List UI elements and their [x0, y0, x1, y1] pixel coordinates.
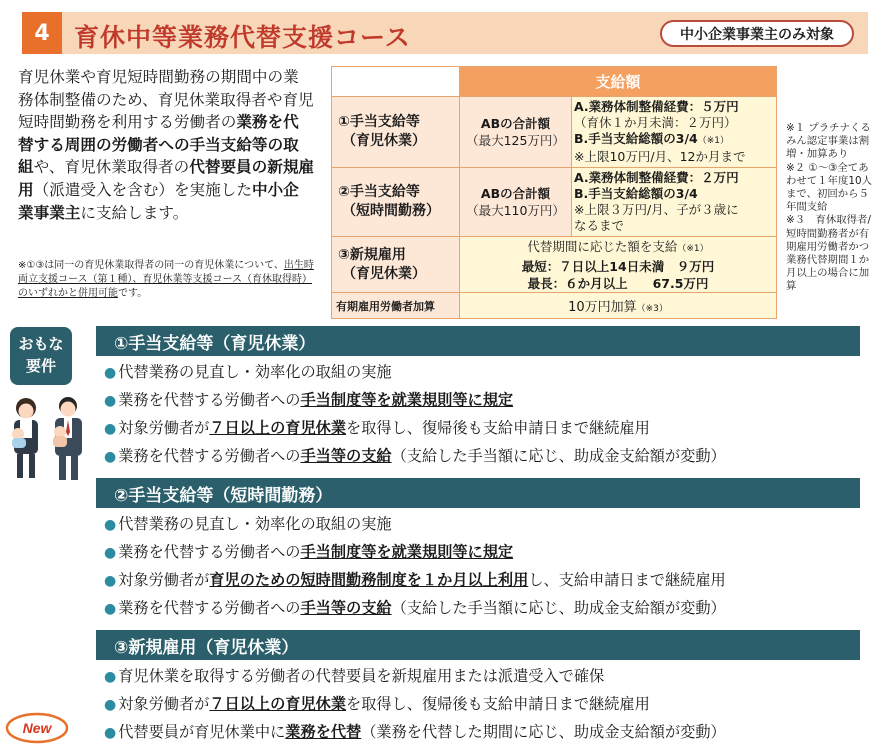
bullet-text: 対象労働者が [118, 695, 210, 713]
side-note: ※３ 育休取得者/短時間勤務者が有期雇用労働者かつ業務代替期間１か月以上の場合に加算 [786, 214, 871, 293]
table-row [332, 168, 777, 237]
bullet-dot-icon: ● [104, 517, 117, 533]
parents-illustration [2, 394, 94, 484]
list-item [104, 666, 604, 687]
note-part: です。 [118, 288, 148, 299]
bullet-dot-icon: ● [104, 449, 117, 465]
mother-figure [12, 398, 38, 478]
list-item [104, 542, 513, 563]
detail-line: 代替期間に応じた額を支給 [527, 238, 678, 254]
amount-table [331, 66, 777, 319]
page-header [22, 12, 868, 54]
bullet-dot-icon: ● [104, 393, 117, 409]
note-underlined: 出生時両立支援コース（第１種）、育児休業等支援コース（育休取得時）のいずれかと併用可能 [18, 260, 314, 299]
list-item [104, 694, 650, 715]
bullet-text: 代替業務の見直し・効率化の取組の実施 [118, 363, 392, 381]
detail-a-sub: （育休１か月未満：２万円） [574, 115, 737, 130]
detail-note: （※1） [677, 243, 709, 254]
table-header: 支給額 [460, 67, 777, 97]
bullet-dot-icon: ● [104, 545, 117, 561]
row-label-line: ②手当支給等 [338, 184, 420, 200]
bullet-text: 対象労働者が [118, 419, 210, 437]
bullet-text: し、支給申請日まで継続雇用 [528, 571, 726, 589]
page-title: 育休中等業務代替支援コース [74, 23, 411, 52]
bullet-text: 業務を代替する労働者への [118, 391, 301, 409]
bullet-text: （支給した手当額に応じ、助成金支給額が変動） [391, 599, 726, 617]
table-header-row [332, 67, 777, 97]
bullet-text: 対象労働者が [118, 571, 210, 589]
table-row [332, 293, 777, 319]
table-row [332, 97, 777, 168]
bullet-emphasis: ７日以上の育児休業 [209, 695, 347, 713]
intro-note [18, 259, 318, 301]
bullet-text: 業務を代替する労働者への [118, 543, 301, 561]
requirements-badge [10, 327, 72, 385]
row-label-line: （育児休業） [342, 133, 426, 149]
note-part: ※①③は同一の育児休業取得者の同一の育児休業について、 [18, 260, 284, 271]
detail-b: B.手当支給総額の3/4 [574, 131, 698, 146]
target-badge: 中小企業事業主のみ対象 [660, 20, 854, 47]
bullet-dot-icon: ● [104, 573, 117, 589]
table-row [332, 237, 777, 293]
bullet-emphasis: 手当制度等を就業規則等に規定 [300, 391, 514, 409]
bullet-text: を取得し、復帰後も支給申請日まで継続雇用 [346, 695, 650, 713]
intro-bold: 業務を代替する周囲の労働者への手当支給等の取組 [18, 113, 299, 177]
detail-a: A.業務体制整備経費：２万円 [574, 170, 739, 185]
intro-bold: 代替要員の新規雇用 [18, 158, 315, 199]
row-label-line: ③新規雇用 [338, 246, 406, 263]
row-total-label: ABの合計額 [480, 186, 551, 201]
bullet-emphasis: 育児のための短時間勤務制度を１か月以上利用 [209, 571, 529, 589]
detail-min: 最短：７日以上14日未満 ９万円 [521, 258, 715, 274]
row-detail [460, 237, 777, 293]
section-number: 4 [22, 12, 62, 54]
side-notes [786, 122, 878, 294]
intro-part: に支給します。 [80, 203, 189, 222]
bullet-dot-icon: ● [104, 421, 117, 437]
bullet-text: 業務を代替する労働者への [118, 599, 301, 617]
bullet-dot-icon: ● [104, 669, 117, 685]
detail-max: 最長：６か月以上 67.5万円 [527, 275, 709, 291]
row-label: 有期雇用労働者加算 [332, 293, 460, 319]
bullet-emphasis: 手当制度等を就業規則等に規定 [300, 543, 514, 561]
bullet-dot-icon: ● [104, 697, 117, 713]
badge-line: 要件 [25, 357, 56, 375]
side-note: ※２ ①～③全てあわせて１年度10人まで、初回から５年間支給 [786, 161, 872, 214]
row-detail [460, 293, 777, 319]
bullet-text: 育児休業を取得する労働者の代替要員を新規雇用または派遣受入で確保 [118, 667, 605, 685]
row-total [460, 97, 572, 168]
intro-part: （派遣受入を含む）を実施した [33, 180, 252, 199]
detail-a: A.業務体制整備経費：５万円 [574, 99, 739, 114]
row-detail [572, 97, 777, 168]
badge-line: おもな [18, 335, 64, 353]
bullet-dot-icon: ● [104, 601, 117, 617]
row-total-max: （最大110万円） [466, 203, 565, 218]
row-total [460, 168, 572, 237]
bullet-text: （業務を代替した期間に応じ、助成金支給額が変動） [361, 723, 726, 741]
detail-b-note: （※1） [697, 136, 730, 146]
bullet-emphasis: 手当等の支給 [300, 599, 392, 617]
intro-text [18, 66, 314, 224]
list-item [104, 390, 513, 411]
row-label [332, 237, 460, 293]
list-item [104, 598, 726, 619]
row-label [332, 168, 460, 237]
bullet-text: （支給した手当額に応じ、助成金支給額が変動） [391, 447, 726, 465]
new-badge [4, 710, 70, 746]
bullet-text: 代替業務の見直し・効率化の取組の実施 [118, 515, 392, 533]
addition-note: （※3） [636, 304, 668, 314]
section-3-header: ③新規雇用（育児休業） [96, 630, 860, 660]
bullet-text: 代替要員が育児休業中に [118, 723, 286, 741]
bullet-dot-icon: ● [104, 725, 117, 741]
row-label-line: ①手当支給等 [338, 114, 420, 130]
detail-limit: ※上限10万円/月、12か月まで [574, 149, 746, 164]
row-label [332, 97, 460, 168]
row-label-line: （短時間勤務） [342, 203, 440, 219]
list-item [104, 570, 726, 591]
father-figure [53, 397, 82, 480]
bullet-text: を取得し、復帰後も支給申請日まで継続雇用 [346, 419, 650, 437]
intro-bold: 中小企業事業主 [18, 180, 299, 222]
section-1-header: ①手当支給等（育児休業） [96, 326, 860, 356]
list-item [104, 362, 392, 383]
bullet-emphasis: ７日以上の育児休業 [209, 419, 347, 437]
bullet-emphasis: 手当等の支給 [300, 447, 392, 465]
list-item [104, 514, 392, 535]
intro-part: や、育児休業取得者の [33, 158, 190, 177]
list-item [104, 446, 726, 467]
table-header-empty [332, 67, 460, 97]
row-detail [572, 168, 777, 237]
bullet-dot-icon: ● [104, 365, 117, 381]
row-total-label: ABの合計額 [480, 116, 551, 131]
detail-limit: なるまで [574, 218, 625, 233]
side-note: ※１ プラチナくるみん認定事業は割増・加算あり [786, 122, 871, 161]
detail-limit: ※上限３万円/月、子が３歳に [574, 202, 739, 217]
intro-part: 育児休業や育児短時間勤務の期間中の業務体制整備のため、育児休業取得者や育児短時間勤務を利用する労働者の [18, 68, 314, 132]
row-label-line: （育児休業） [342, 265, 426, 282]
detail-b: B.手当支給総額の3/4 [574, 186, 698, 201]
new-badge-text: New [22, 720, 52, 736]
list-item [104, 722, 726, 743]
bullet-emphasis: 業務を代替 [285, 723, 362, 741]
row-total-max: （最大125万円） [466, 133, 565, 148]
section-2-header: ②手当支給等（短時間勤務） [96, 478, 860, 508]
list-item [104, 418, 650, 439]
addition-value: 10万円加算 [568, 300, 637, 315]
bullet-text: 業務を代替する労働者への [118, 447, 301, 465]
